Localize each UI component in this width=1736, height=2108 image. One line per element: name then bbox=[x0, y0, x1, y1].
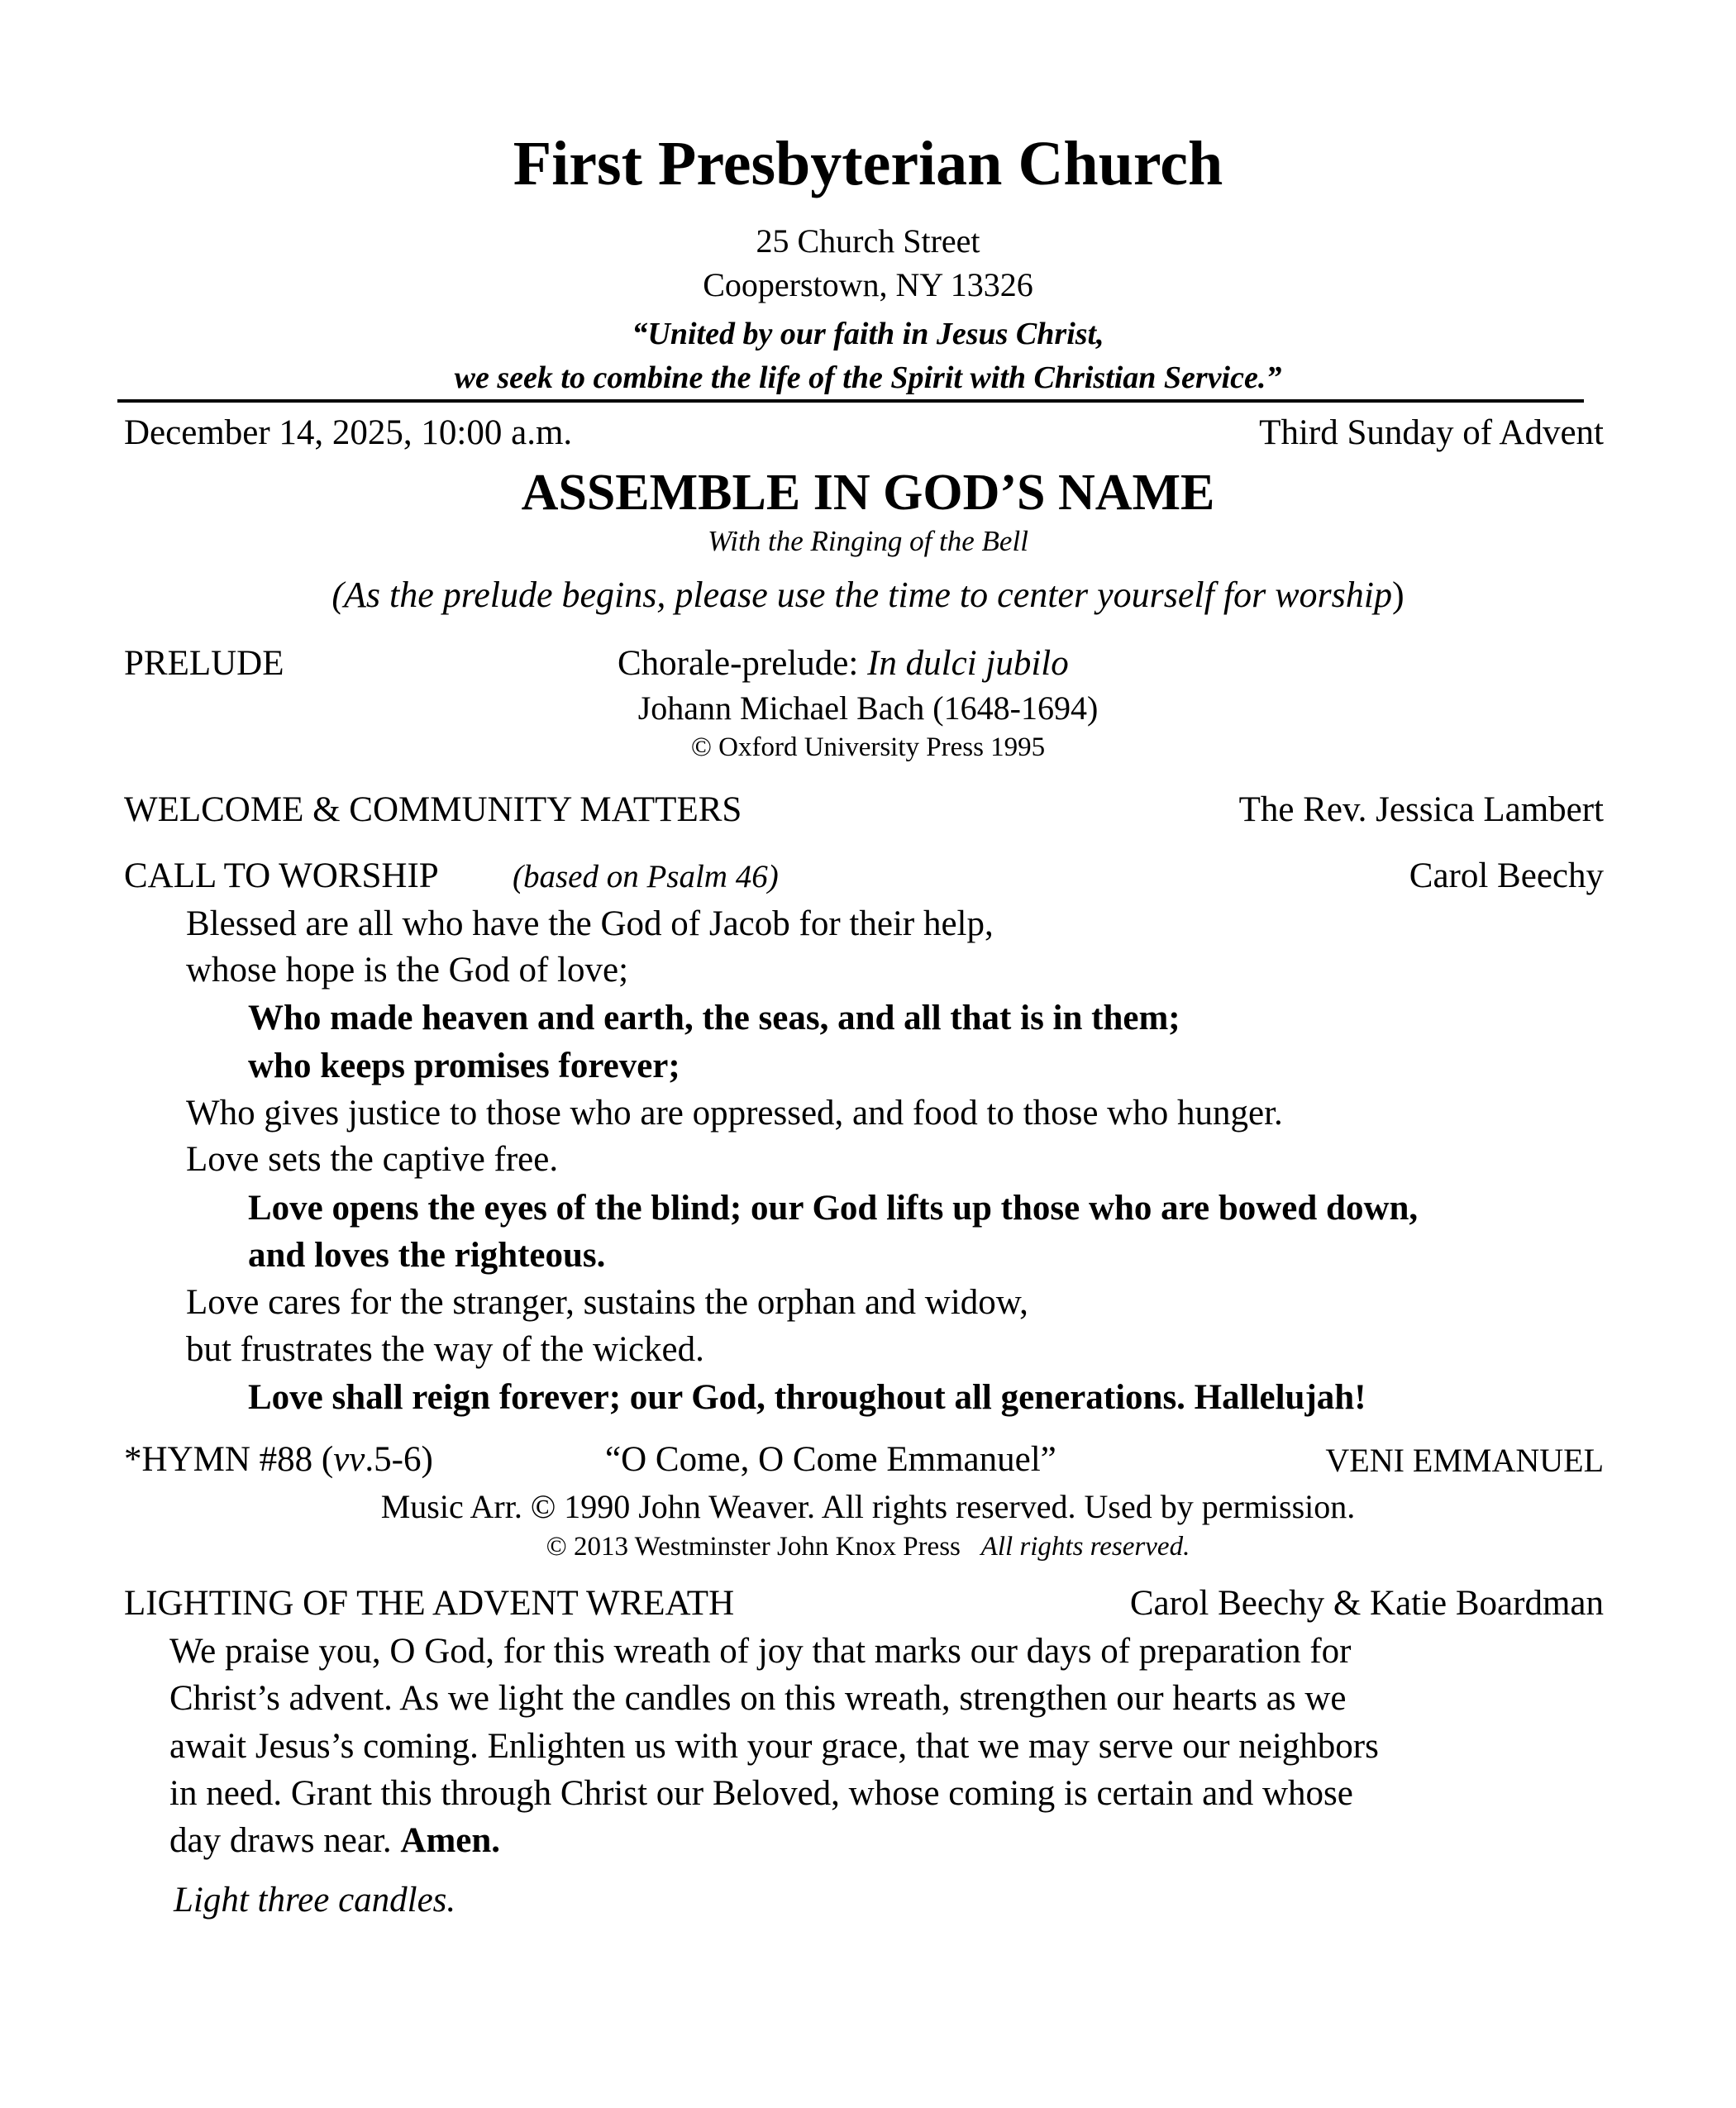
section-subtitle: With the Ringing of the Bell bbox=[708, 525, 1028, 557]
call-to-worship-label: CALL TO WORSHIP bbox=[124, 856, 439, 895]
church-name: First Presbyterian Church bbox=[513, 129, 1223, 198]
welcome-leader: The Rev. Jessica Lambert bbox=[1238, 790, 1604, 829]
advent-wreath-row bbox=[124, 1586, 1604, 1625]
hymn-tune: VENI EMMANUEL bbox=[1325, 1442, 1604, 1479]
address-city: Cooperstown, NY 13326 bbox=[703, 266, 1033, 303]
prelude-instruction: (As the prelude begins, please use the time to center yourself for worship) bbox=[331, 575, 1405, 615]
hymn-text-credit: © 2013 Westminster John Knox Press All rights reserved. bbox=[546, 1532, 1190, 1562]
prayer-line-2: Christ’s advent. As we light the candles on this wreath, strengthen our hearts as we bbox=[169, 1679, 1347, 1718]
motto-line-1: “United by our faith in Jesus Christ, bbox=[632, 317, 1104, 351]
wreath-rubric: Light three candles. bbox=[174, 1881, 456, 1920]
service-info-row bbox=[124, 415, 1604, 455]
cw-line-10: but frustrates the way of the wicked. bbox=[186, 1330, 704, 1369]
hymn-row bbox=[124, 1442, 1604, 1481]
prayer-amen: Amen. bbox=[400, 1821, 501, 1860]
prelude-row bbox=[124, 646, 1604, 685]
cw-line-2: whose hope is the God of love; bbox=[186, 951, 629, 990]
service-occasion: Third Sunday of Advent bbox=[1259, 413, 1604, 452]
cw-line-8: and loves the righteous. bbox=[248, 1236, 606, 1275]
cw-line-1: Blessed are all who have the God of Jacob for their help, bbox=[186, 904, 994, 943]
address-street: 25 Church Street bbox=[756, 222, 980, 260]
prelude-composer: Johann Michael Bach (1648-1694) bbox=[637, 689, 1099, 727]
prelude-copyright: © Oxford University Press 1995 bbox=[690, 732, 1046, 762]
header-divider bbox=[117, 399, 1584, 403]
call-to-worship-source: (based on Psalm 46) bbox=[513, 859, 779, 894]
prayer-line-1: We praise you, O God, for this wreath of joy that marks our days of preparation for bbox=[169, 1632, 1352, 1671]
prayer-line-5: day draws near. Amen. bbox=[169, 1821, 501, 1860]
prelude-label: PRELUDE bbox=[124, 644, 284, 683]
welcome-row bbox=[124, 792, 1604, 832]
cw-line-6: Love sets the captive free. bbox=[186, 1140, 559, 1179]
cw-line-11: Love shall reign forever; our God, throughout all generations. Hallelujah! bbox=[248, 1378, 1366, 1417]
cw-line-9: Love cares for the stranger, sustains the orphan and widow, bbox=[186, 1283, 1028, 1322]
hymn-label: *HYMN #88 (vv.5-6) bbox=[124, 1440, 433, 1479]
prelude-piece: Chorale-prelude: In dulci jubilo bbox=[618, 644, 1069, 683]
prayer-line-4: in need. Grant this through Christ our Beloved, whose coming is certain and whose bbox=[169, 1774, 1353, 1813]
cw-line-3: Who made heaven and earth, the seas, and all that is in them; bbox=[248, 999, 1180, 1037]
service-datetime: December 14, 2025, 10:00 a.m. bbox=[124, 413, 573, 452]
call-to-worship-row bbox=[124, 858, 1604, 898]
advent-wreath-label: LIGHTING OF THE ADVENT WREATH bbox=[124, 1584, 735, 1623]
motto-line-2: we seek to combine the life of the Spirit with Christian Service.” bbox=[454, 360, 1282, 395]
call-to-worship-leader: Carol Beechy bbox=[1409, 856, 1604, 895]
cw-line-4: who keeps promises forever; bbox=[248, 1047, 680, 1085]
hymn-title: “O Come, O Come Emmanuel” bbox=[605, 1440, 1056, 1479]
hymn-music-credit: Music Arr. © 1990 John Weaver. All rights reserved. Used by permission. bbox=[380, 1488, 1356, 1525]
cw-line-7: Love opens the eyes of the blind; our God lifts up those who are bowed down, bbox=[248, 1189, 1419, 1228]
welcome-label: WELCOME & COMMUNITY MATTERS bbox=[124, 790, 742, 829]
advent-wreath-leaders: Carol Beechy & Katie Boardman bbox=[1129, 1584, 1604, 1623]
section-title: ASSEMBLE IN GOD’S NAME bbox=[521, 465, 1215, 521]
cw-line-5: Who gives justice to those who are oppressed, and food to those who hunger. bbox=[186, 1094, 1283, 1133]
prayer-line-3: await Jesus’s coming. Enlighten us with your grace, that we may serve our neighbors bbox=[169, 1727, 1379, 1766]
